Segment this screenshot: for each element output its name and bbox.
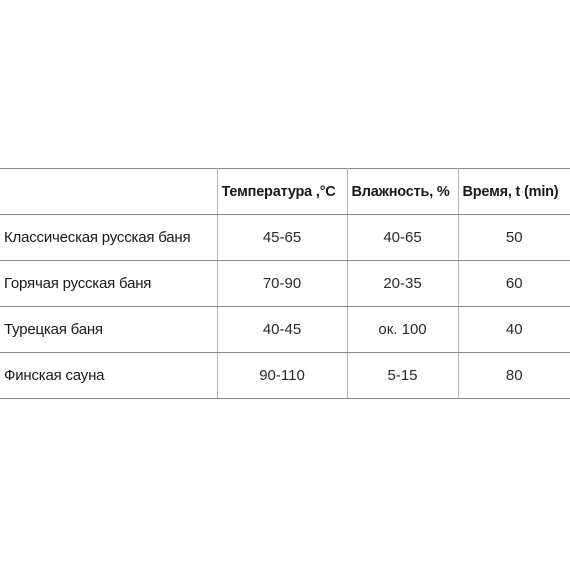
header-empty-cell	[0, 169, 217, 215]
temperature-value: 40-45	[217, 307, 347, 353]
time-value: 80	[458, 353, 570, 399]
table-row	[0, 215, 570, 261]
header-time: Время, t (min)	[458, 169, 570, 215]
humidity-value: 40-65	[347, 215, 458, 261]
header-humidity: Влажность, %	[347, 169, 458, 215]
bath-comparison-table-container	[0, 168, 570, 399]
bath-type-name: Классическая русская баня	[0, 215, 217, 261]
bath-type-name: Турецкая баня	[0, 307, 217, 353]
bath-type-name: Финская сауна	[0, 353, 217, 399]
time-value: 40	[458, 307, 570, 353]
humidity-value: 20-35	[347, 261, 458, 307]
temperature-value: 45-65	[217, 215, 347, 261]
bath-comparison-table	[0, 168, 570, 399]
humidity-value: ок. 100	[347, 307, 458, 353]
humidity-value: 5-15	[347, 353, 458, 399]
bath-type-name: Горячая русская баня	[0, 261, 217, 307]
table-row	[0, 261, 570, 307]
table-row	[0, 353, 570, 399]
table-header-row	[0, 169, 570, 215]
temperature-value: 70-90	[217, 261, 347, 307]
table-row	[0, 307, 570, 353]
header-temperature: Температура ,°C	[217, 169, 347, 215]
time-value: 60	[458, 261, 570, 307]
temperature-value: 90-110	[217, 353, 347, 399]
time-value: 50	[458, 215, 570, 261]
